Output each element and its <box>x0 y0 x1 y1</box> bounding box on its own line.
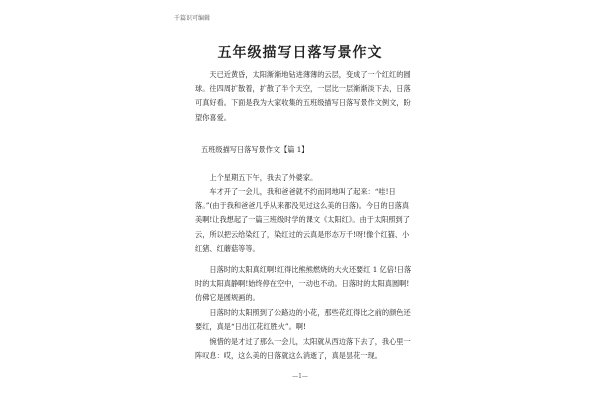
body-paragraph-3: 日落时的太阳真红啊!红得比熊熊燃烧的大火还要红 1 亿倍!日落时的太阳真静啊!始终停在空中，一动也不动。日落时的太阳真圆啊!仿佛它是圆规画的。 <box>195 265 412 303</box>
header-note: 千篇识可编辑 <box>174 15 211 22</box>
section-heading: 五班级描写日落写景作文【篇 1】 <box>201 145 309 154</box>
body-paragraph-5: 惋惜的是才过了那么一会儿，太阳就从西边落下去了，我心里一阵叹息：哎，这么美的日落就这么消逝了，真是昙花一现。 <box>195 337 411 361</box>
page-number: —1— <box>292 373 308 380</box>
body-paragraph-1: 上个星期五下午，我去了外婆家。 <box>209 173 318 182</box>
document-title: 五年级描写日落写景作文 <box>217 45 383 61</box>
body-paragraph-4: 日落时的太阳照到了公路边的小花，那些花红得比之前的颜色还要红，真是“日出江花红胜火”。啊! <box>195 308 411 332</box>
intro-paragraph: 天已近黄昏，太阳渐渐地钻进薄薄的云层，变成了一个红红的圆球。往四周扩散着，扩散了半个天空，一层比一层渐渐淡下去，日落可真好看。下面是我为大家收集的五班级描写日落写景作文例文，盼望你喜爱。 <box>195 70 411 122</box>
body-paragraph-2: 车才开了一会儿，我和爸爸就不约而同地叫了起来：“哇!日落。”(由于我和爸爸几乎从来都没见过这么美的日落)。今日的日落真美啊!让我想起了一篇三班级时学的课文《太阳红》。由于太阳照到了云，所以把云给染红了，染红过的云真是形态万千!呀!像个红猫、小红猪、红蘑菇等等。 <box>195 187 410 253</box>
